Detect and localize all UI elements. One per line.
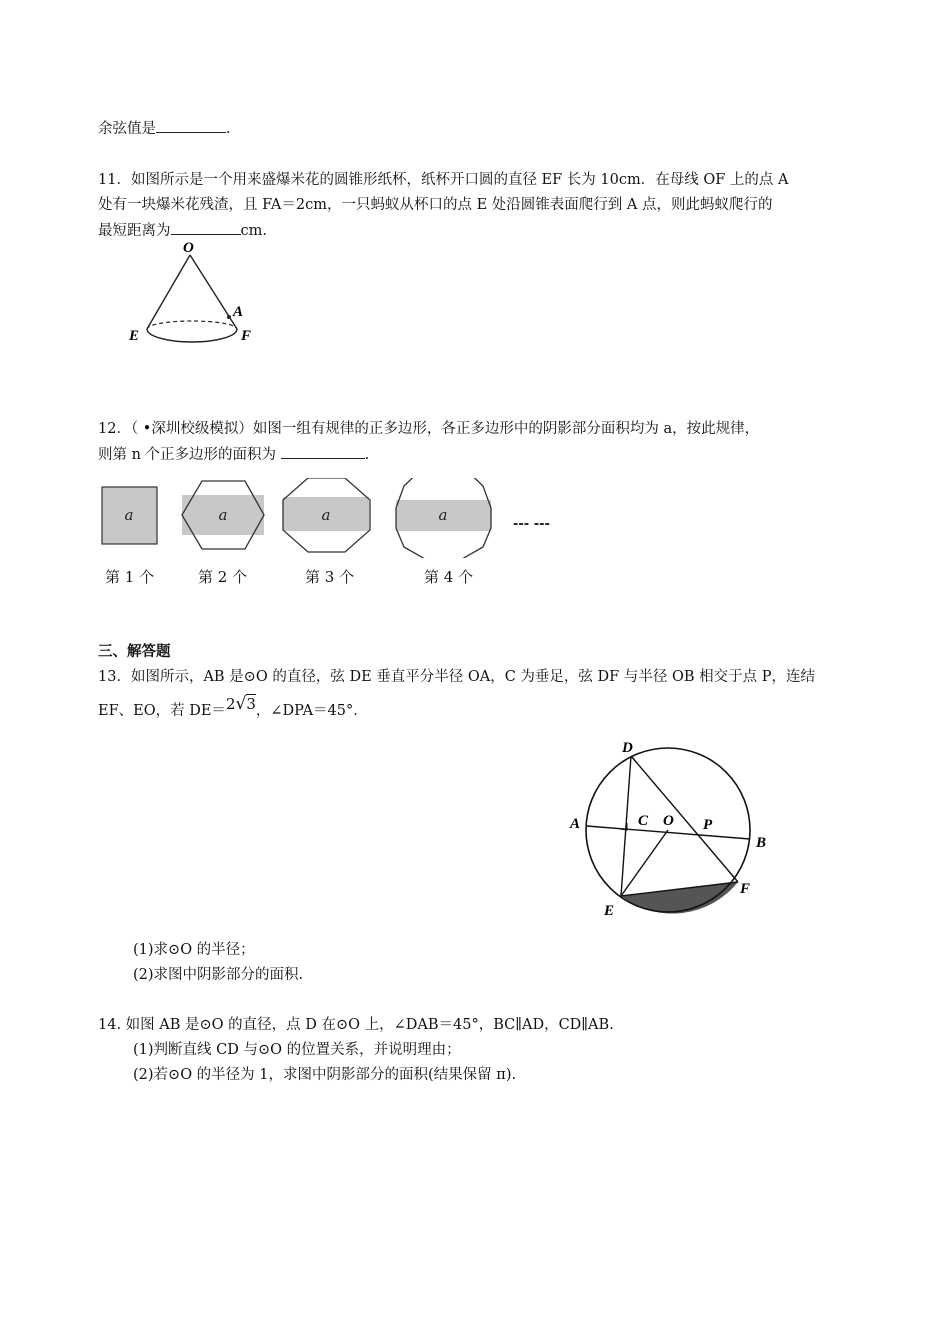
q11-line-3-suffix: cm. [240,223,267,239]
caption-4: 第 4 个 [424,568,474,586]
polygon-2-label: a [218,506,228,524]
q11-line-2: 处有一块爆米花残渣，且 FA＝2cm，一只蚂蚁从杯口的点 E 处沿圆锥表面爬行到 A 点，则此蚂蚁爬行的 [98,197,773,213]
q14-sub-1: (1)判断直线 CD 与⊙O 的位置关系，并说明理由； [133,1042,461,1058]
label-d: D [622,740,633,756]
sqrt-coefficient: 2 [225,695,236,713]
caption-1: 第 1 个 [105,568,155,586]
q11-answer-blank[interactable] [171,220,241,235]
label-p: P [703,817,713,833]
q13-sub-1: (1)求⊙O 的半径； [133,942,255,958]
q13-line-2-suffix: ，∠DPA＝45°． [255,703,368,719]
radius-eo [621,830,668,896]
q12-line-2-prefix: 则第 n 个正多边形的面积为 [98,447,277,463]
q11-line-3-prefix: 最短距离为 [98,223,171,239]
polygon-sequence-figure [95,478,555,558]
q12-line-1: 12．（ •深圳校级模拟）如图一组有规律的正多边形，各正多边形中的阴影部分面积均为 a，按此规律， [98,421,760,437]
label-o: O [183,240,194,256]
circle-figure [560,735,780,925]
label-a: A [233,304,244,320]
label-f2: F [740,881,751,897]
label-f: F [241,328,252,344]
label-e: E [129,328,140,344]
q12-line-2-suffix: . [364,447,370,463]
cone-left-slant [147,255,190,329]
q10-end: . [226,121,231,137]
label-b: B [756,835,767,851]
q10-text: 余弦值是 [98,121,156,137]
polygon-4-decagon [396,478,491,558]
label-a2: A [570,816,581,832]
shaded-segment [621,882,738,914]
chord-de [621,756,631,896]
sqrt-expression: 2√3 [225,694,256,714]
point-a-dot [227,315,231,319]
polygon-3-octagon [283,478,370,552]
q14-sub-2: (2)若⊙O 的半径为 1，求图中阴影部分的面积(结果保留 π). [133,1067,517,1083]
polygon-1-square [102,487,157,544]
q13-line-2 [98,694,368,721]
q13-sub-2: (2)求图中阴影部分的面积. [133,967,304,983]
q12-answer-blank[interactable] [281,444,365,459]
polygon-3-label: a [321,506,331,524]
label-e2: E [604,903,615,919]
cone-base-back [147,321,237,329]
polygon-2-hexagon [182,481,264,549]
q13-line-1: 13．如图所示，AB 是⊙O 的直径，弦 DE 垂直平分半径 OA，C 为垂足，弦 DF 与半径 OB 相交于点 P，连结 [98,669,815,685]
sequence-ellipsis: --- --- [513,517,550,532]
section-3-title: 三、解答题 [98,644,171,660]
sqrt-radicand: 3 [246,695,256,713]
q10-answer-line [98,118,231,139]
q13-line-2-prefix: EF、EO，若 DE＝ [98,703,226,719]
q12-line-2 [98,444,369,465]
q10-answer-blank[interactable] [156,118,226,133]
label-o2: O [663,813,674,829]
q11-line-1: 11．如图所示是一个用来盛爆米花的圆锥形纸杯，纸杯开口圆的直径 EF 长为 10cm．在母线 OF 上的点 A [98,172,789,188]
q14-line-1: 14. 如图 AB 是⊙O 的直径，点 D 在⊙O 上，∠DAB＝45°，BC∥AD，CD∥AB. [98,1017,614,1033]
caption-2: 第 2 个 [198,568,248,586]
caption-3: 第 3 个 [305,568,355,586]
polygon-1-label: a [124,506,134,524]
cone-figure [125,238,275,350]
cone-base-front [147,329,237,342]
polygon-4-label: a [438,506,448,524]
label-c: C [638,813,649,829]
